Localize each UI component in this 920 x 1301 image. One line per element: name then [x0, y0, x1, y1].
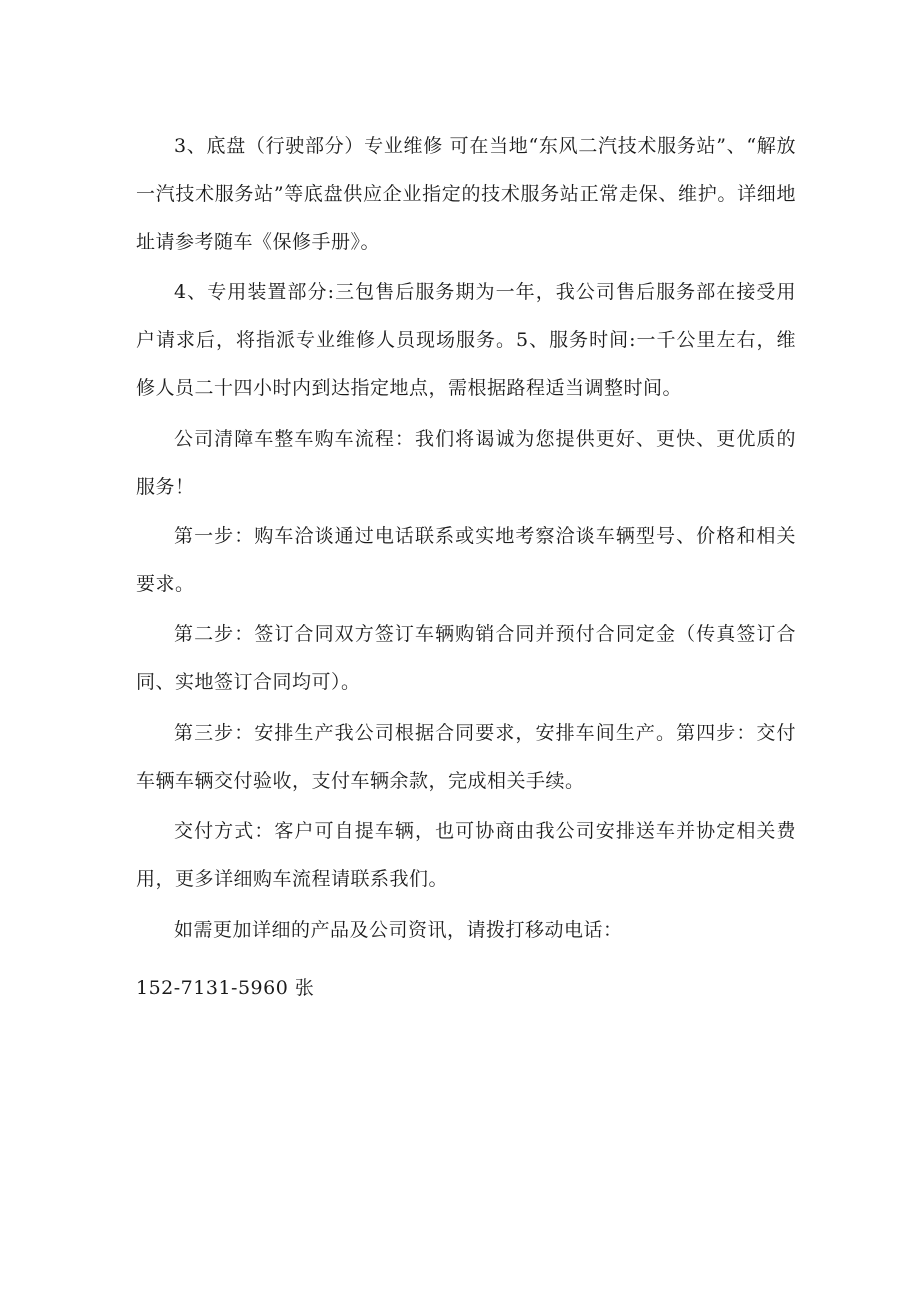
paragraph-purchase-process: 公司清障车整车购车流程：我们将谒诚为您提供更好、更快、更优质的服务！: [136, 428, 796, 498]
paragraph-contact-intro: 如需更加详细的产品及公司资讯，请拨打移动电话：: [174, 919, 623, 941]
phone-number: 152-7131-5960 张: [136, 977, 315, 999]
paragraph-chassis-repair: 3、底盘（行驶部分）专业维修 可在当地“东风二汽技术服务站”、“解放一汽技术服务站”等底盘供应企业指定的技术服务站正常走保、维护。详细地址请参考随车《保修手册》。: [136, 135, 796, 253]
paragraph-step-one: 第一步：购车洽谈通过电话联系或实地考察洽谈车辆型号、价格和相关要求。: [136, 525, 796, 595]
paragraph-step-three-four: 第三步：安排生产我公司根据合同要求，安排车间生产。第四步：交付车辆车辆交付验收，支付车辆余款，完成相关手续。: [136, 722, 796, 792]
paragraph-delivery-method: 交付方式：客户可自提车辆，也可协商由我公司安排送车并协定相关费用，更多详细购车流程请联系我们。: [136, 820, 796, 890]
paragraph-special-equipment: 4、专用装置部分:三包售后服务期为一年，我公司售后服务部在接受用户请求后，将指派专业维修人员现场服务。5、服务时间:一千公里左右，维修人员二十四小时内到达指定地点，需根据路程适当调整时间。: [136, 281, 796, 399]
paragraph-step-two: 第二步：签订合同双方签订车辆购销合同并预付合同定金（传真签订合同、实地签订合同均可）。: [136, 623, 796, 693]
